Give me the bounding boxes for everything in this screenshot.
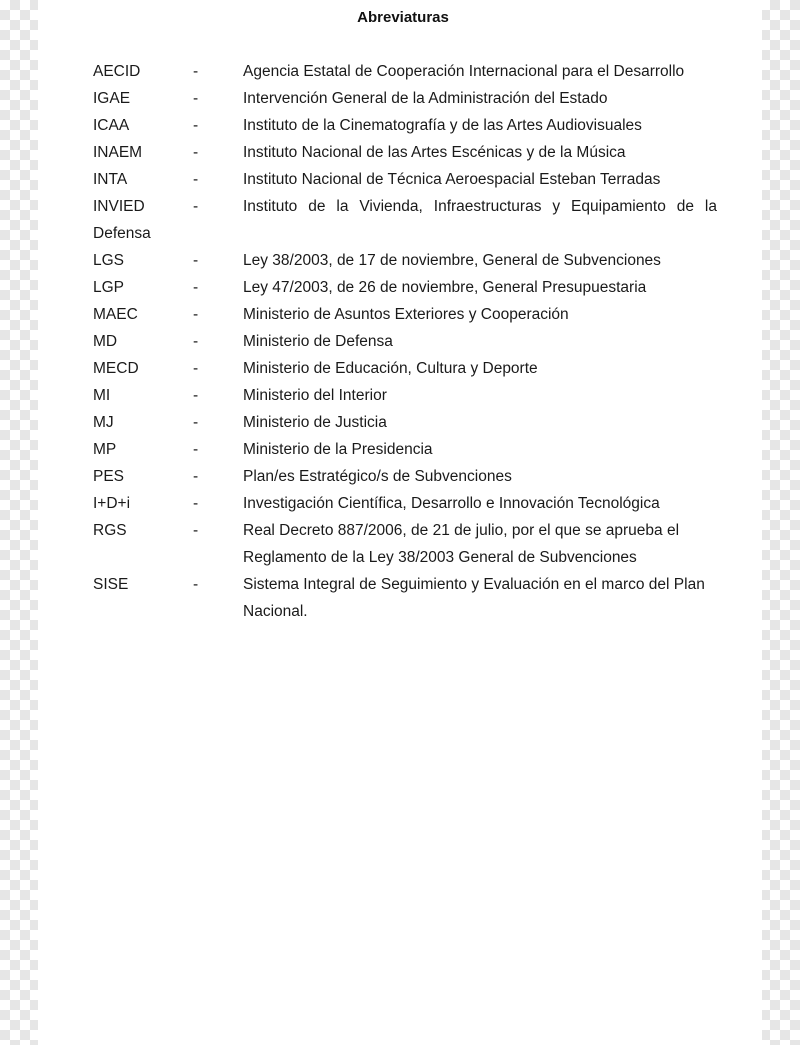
- abbreviation-definition: Ministerio de Justicia: [243, 414, 387, 431]
- abbreviation-row: [93, 382, 717, 409]
- abbreviation-list: [93, 58, 717, 625]
- abbreviation-definition: Ministerio de Asuntos Exteriores y Cooperación: [243, 306, 569, 323]
- abbreviation-row: [93, 274, 717, 301]
- abbreviation-row: [93, 247, 717, 274]
- abbreviation-definition: Instituto de la Vivienda, Infraestructuras y Equipamiento de la: [243, 198, 717, 215]
- abbreviation-definition: Ley 38/2003, de 17 de noviembre, General de Subvenciones: [243, 252, 661, 269]
- abbreviation-dash: -: [193, 279, 199, 296]
- abbreviation-dash: -: [193, 495, 199, 512]
- abbreviation-dash: -: [193, 468, 199, 485]
- abbreviation-term: SISE: [93, 576, 129, 593]
- abbreviation-row: [93, 139, 717, 166]
- abbreviation-term: MD: [93, 333, 118, 350]
- abbreviation-row: [93, 436, 717, 463]
- abbreviation-dash: -: [193, 171, 199, 188]
- abbreviation-row: [93, 463, 717, 490]
- page-title: Abreviaturas: [357, 9, 449, 26]
- abbreviation-term: I+D+i: [93, 495, 131, 512]
- abbreviation-term: INTA: [93, 171, 128, 188]
- abbreviation-dash: -: [193, 90, 199, 107]
- abbreviation-definition: Ley 47/2003, de 26 de noviembre, General Presupuestaria: [243, 279, 647, 296]
- abbreviation-term: ICAA: [93, 117, 130, 134]
- abbreviation-row: [93, 355, 717, 382]
- abbreviation-row: [93, 517, 717, 571]
- abbreviation-dash: -: [193, 144, 199, 161]
- abbreviation-row: [93, 193, 717, 247]
- abbreviation-term: IGAE: [93, 90, 131, 107]
- abbreviation-dash: -: [193, 576, 199, 593]
- abbreviation-dash: -: [193, 360, 199, 377]
- abbreviation-dash: -: [193, 333, 199, 350]
- abbreviation-row: [93, 112, 717, 139]
- abbreviation-term: MP: [93, 441, 117, 458]
- abbreviation-definition: Intervención General de la Administración del Estado: [243, 90, 608, 107]
- abbreviation-term: MJ: [93, 414, 114, 431]
- abbreviation-definition-continuation: Defensa: [93, 225, 151, 242]
- abbreviation-dash: -: [193, 63, 199, 80]
- abbreviation-row: [93, 301, 717, 328]
- abbreviation-dash: -: [193, 441, 199, 458]
- abbreviation-definition: Plan/es Estratégico/s de Subvenciones: [243, 468, 512, 485]
- abbreviation-term: MECD: [93, 360, 139, 377]
- abbreviation-definition: Instituto de la Cinematografía y de las Artes Audiovisuales: [243, 117, 642, 134]
- abbreviation-dash: -: [193, 306, 199, 323]
- abbreviation-term: PES: [93, 468, 125, 485]
- abbreviation-definition: Investigación Científica, Desarrollo e Innovación Tecnológica: [243, 495, 660, 512]
- abbreviation-dash: -: [193, 198, 199, 215]
- abbreviation-row: [93, 490, 717, 517]
- abbreviation-row: [93, 166, 717, 193]
- abbreviation-definition: Sistema Integral de Seguimiento y Evaluación en el marco del Plan Nacional.: [243, 576, 705, 620]
- abbreviation-dash: -: [193, 117, 199, 134]
- abbreviation-row: [93, 409, 717, 436]
- abbreviation-row: [93, 58, 717, 85]
- abbreviation-definition: Real Decreto 887/2006, de 21 de julio, por el que se aprueba el Reglamento de la Ley 38/2003 General de Subvenciones: [243, 522, 680, 566]
- abbreviation-term: LGS: [93, 252, 125, 269]
- abbreviation-definition: Agencia Estatal de Cooperación Internacional para el Desarrollo: [243, 63, 685, 80]
- abbreviation-term: MAEC: [93, 306, 138, 323]
- abbreviation-term: LGP: [93, 279, 125, 296]
- abbreviation-row: [93, 328, 717, 355]
- abbreviation-definition: Instituto Nacional de las Artes Escénicas y de la Música: [243, 144, 626, 161]
- abbreviation-row: [93, 571, 717, 625]
- abbreviation-term: INVIED: [93, 198, 145, 215]
- abbreviation-term: MI: [93, 387, 111, 404]
- abbreviation-definition: Ministerio del Interior: [243, 387, 387, 404]
- abbreviation-dash: -: [193, 522, 199, 539]
- abbreviation-dash: -: [193, 414, 199, 431]
- abbreviation-term: INAEM: [93, 144, 143, 161]
- abbreviation-definition: Ministerio de Educación, Cultura y Deporte: [243, 360, 538, 377]
- abbreviation-definition: Ministerio de la Presidencia: [243, 441, 433, 458]
- abbreviation-definition: Ministerio de Defensa: [243, 333, 393, 350]
- abbreviation-definition: Instituto Nacional de Técnica Aeroespacial Esteban Terradas: [243, 171, 661, 188]
- abbreviation-dash: -: [193, 252, 199, 269]
- document-page: [38, 0, 762, 1045]
- abbreviation-term: RGS: [93, 522, 127, 539]
- abbreviation-row: [93, 85, 717, 112]
- abbreviation-term: AECID: [93, 63, 141, 80]
- abbreviation-dash: -: [193, 387, 199, 404]
